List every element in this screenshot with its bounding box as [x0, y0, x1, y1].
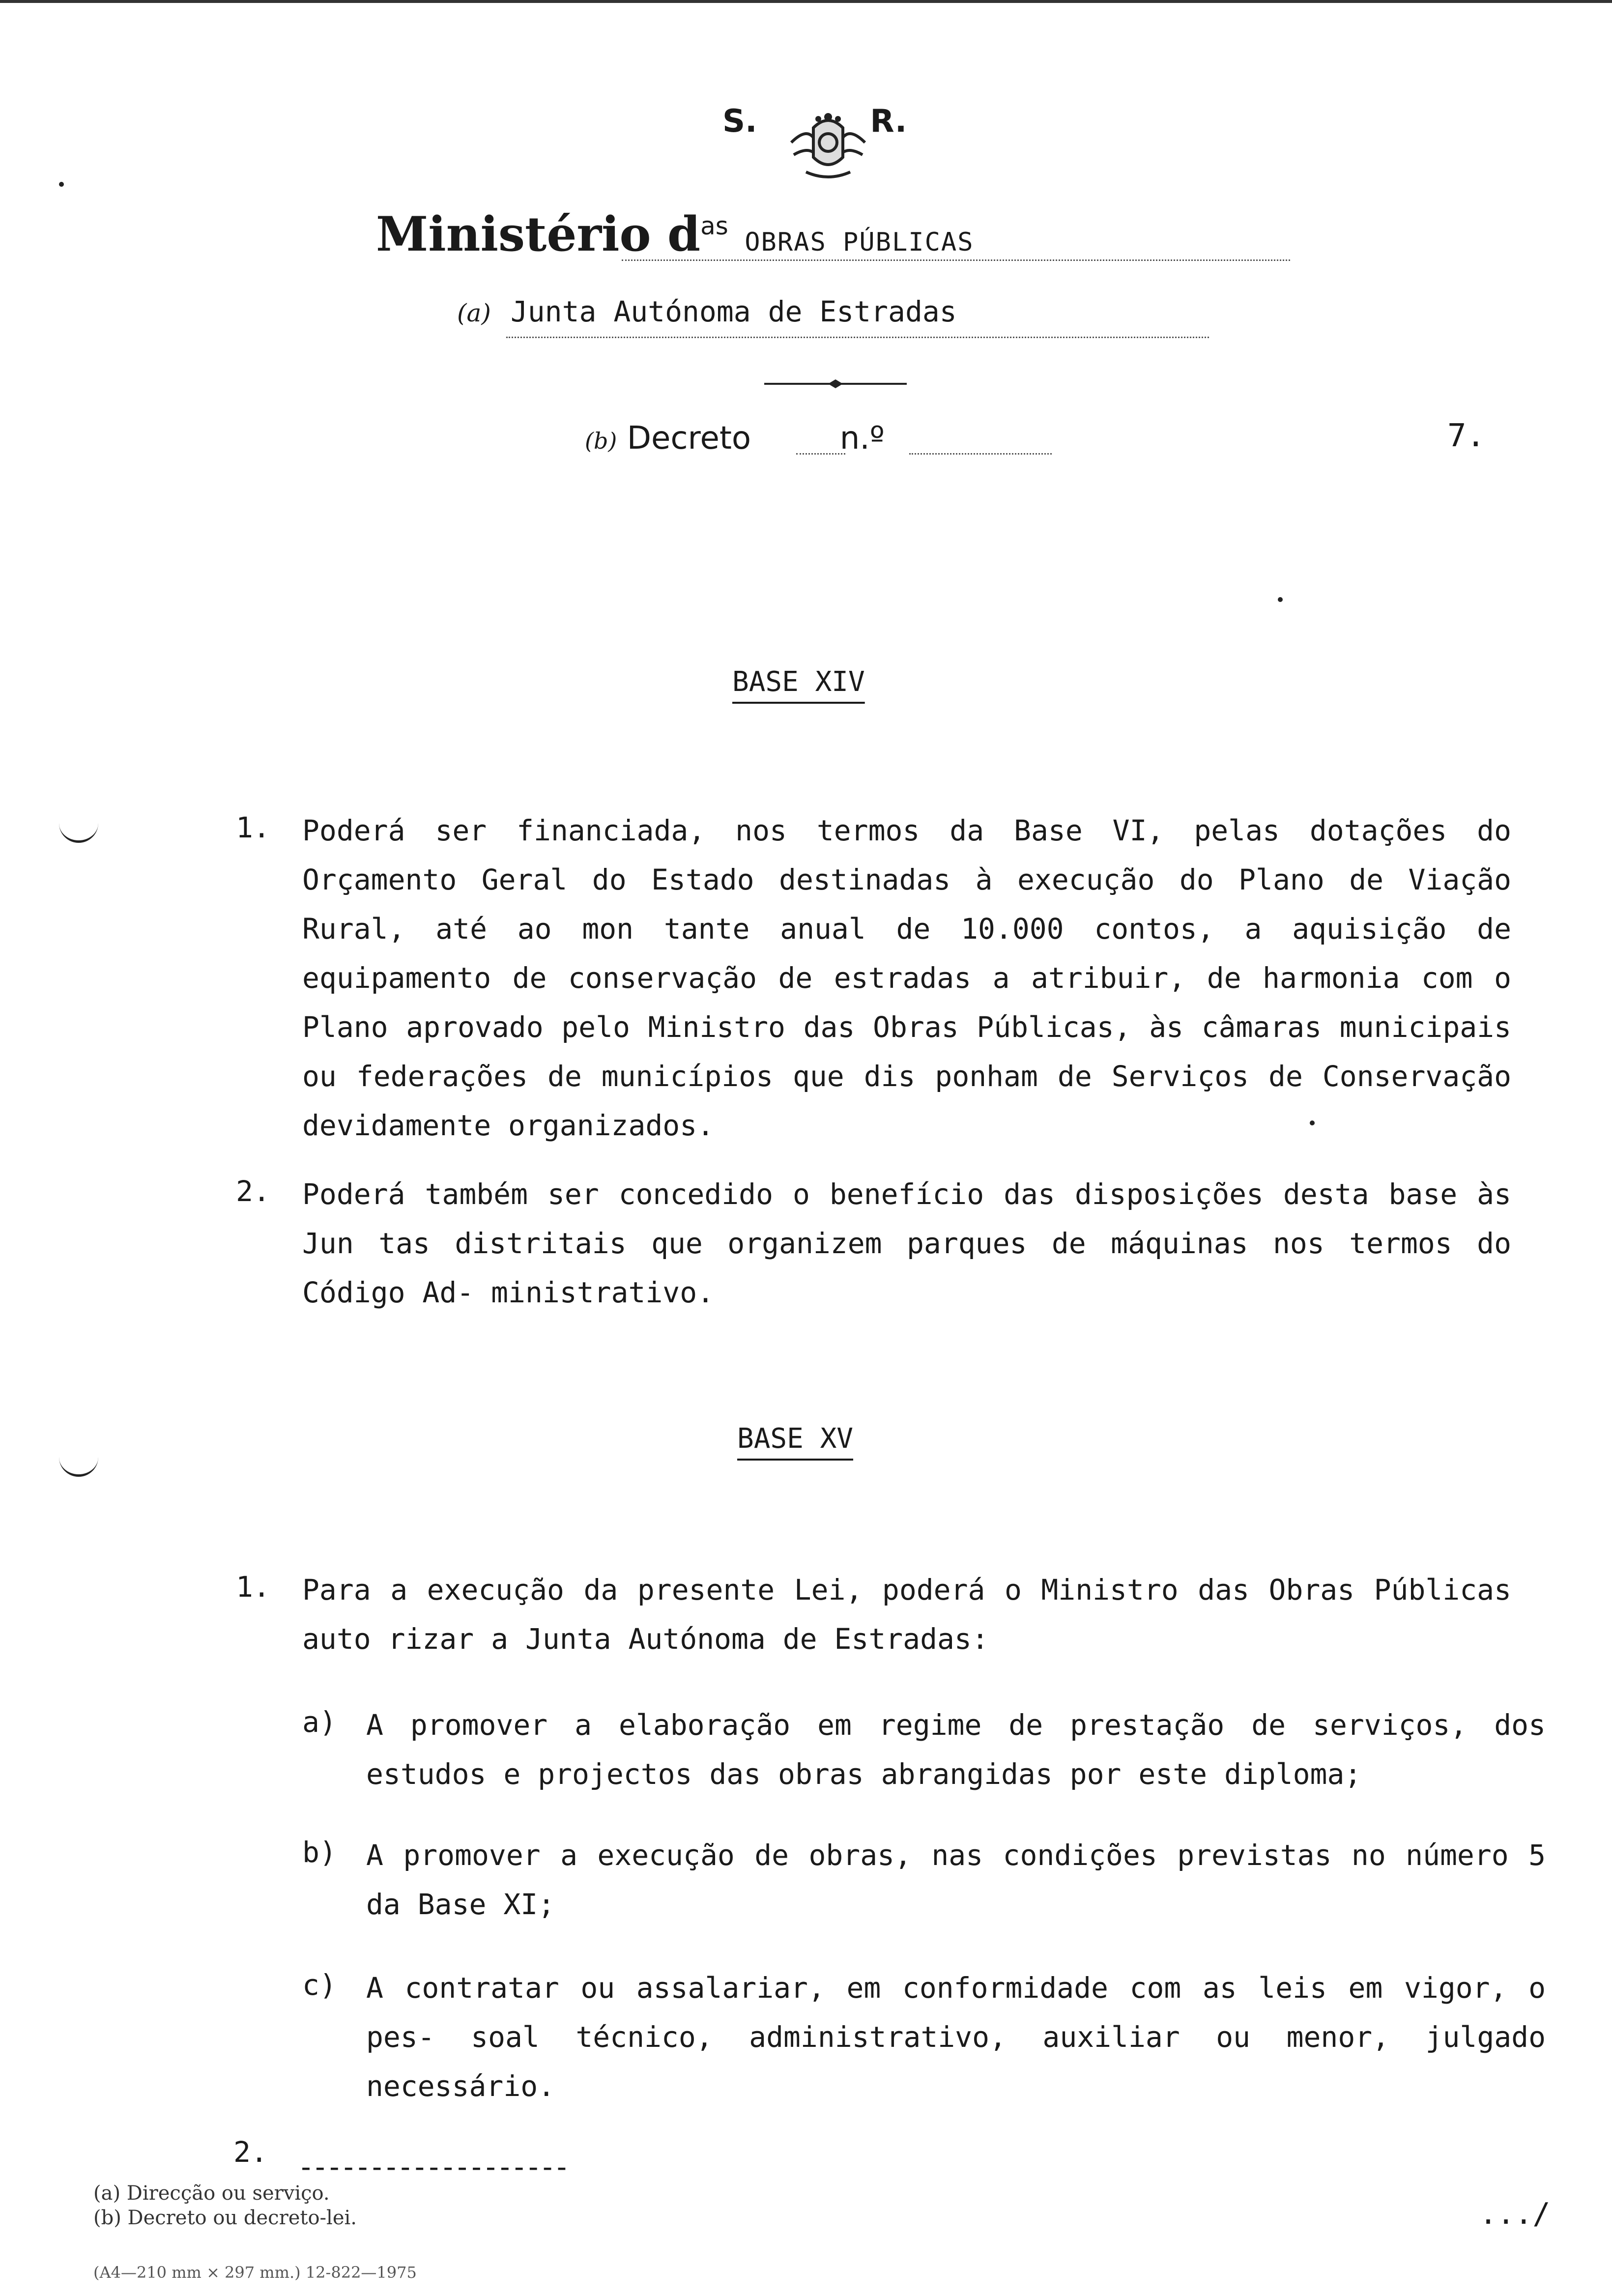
subitem-text: A promover a elaboração em regime de prestação de serviços, dos estudos e projectos das obras abrangidas por este diploma;	[366, 1708, 1546, 1791]
ministry-dotted-line	[622, 259, 1290, 261]
continuation-mark: .../	[1479, 2197, 1551, 2231]
decree-label: Decreto	[627, 420, 751, 457]
subunit-dotted-line	[506, 337, 1209, 338]
r-letter: R.	[870, 103, 907, 140]
print-code: (A4—210 mm × 297 mm.) 12-822—1975	[93, 2263, 417, 2282]
decree-dotted-line	[796, 453, 845, 455]
s-letter: S.	[722, 103, 757, 140]
paragraph: Poderá ser financiada, nos termos da Base VI, pelas dotações do Orçamento Geral do Estado destinadas à execução do Plano de Viação Rural, até ao mon tante anual de 10.000 contos, a aquisição de equipamento de conservação de estradas a atribuir, de harmonia com o Plano aprovado pelo Ministro das Obras Públicas, às câmaras municipais ou federações de municípios que dis ponham de Serviços de Conservação devidamente organizados.	[302, 814, 1511, 1142]
decree-marker: (b)	[585, 428, 617, 454]
subitem-text: A contratar ou assalariar, em conformidade com as leis em vigor, o pes- soal técnico, administrativo, auxiliar ou menor, julgado necessário.	[366, 1971, 1546, 2103]
item-number: 2.	[236, 1175, 270, 1208]
section-heading-base-xv: BASE XV	[737, 1423, 854, 1455]
subunit-name: Junta Autónoma de Estradas	[510, 295, 957, 328]
paragraph: Para a execução da presente Lei, poderá o Ministro das Obras Públicas auto rizar a Junta Autónoma de Estradas:	[302, 1573, 1511, 1656]
divider-ornament-icon	[764, 378, 907, 389]
subitem-letter: a)	[302, 1705, 337, 1739]
margin-mark	[59, 1445, 98, 1477]
omitted-text-dashes: -------------------	[297, 2150, 568, 2183]
footnote-b: (b) Decreto ou decreto-lei.	[93, 2207, 357, 2229]
item-number: 1.	[236, 811, 270, 844]
subunit-line	[457, 295, 957, 328]
margin-mark	[59, 811, 98, 843]
page-speck	[1278, 597, 1283, 602]
paragraph: Poderá também ser concedido o benefício das disposições desta base às Jun tas distritais que organizem parques de máquinas nos termos do Código Ad- ministrativo.	[302, 1177, 1511, 1309]
coat-of-arms-icon	[786, 108, 870, 187]
subitem-letter: c)	[302, 1968, 337, 2002]
page-number: 7.	[1447, 418, 1486, 454]
page-speck	[1310, 1120, 1315, 1125]
decree-number-label: n.º	[839, 420, 885, 457]
ministry-department: OBRAS PÚBLICAS	[745, 228, 974, 257]
section-heading-base-xiv: BASE XIV	[732, 666, 865, 698]
margin-speck	[59, 182, 64, 187]
ministry-prefix: Ministério d	[376, 206, 701, 262]
ministry-title	[376, 206, 974, 262]
item-number: 2.	[233, 2135, 268, 2169]
footnote-a: (a) Direcção ou serviço.	[93, 2182, 330, 2205]
page-top-border	[0, 0, 1612, 3]
subunit-marker: (a)	[457, 299, 491, 327]
subitem-letter: b)	[302, 1836, 337, 1869]
decree-line	[585, 420, 885, 457]
item-number: 1.	[236, 1570, 270, 1604]
subitem-text: A promover a execução de obras, nas condições previstas no número 5 da Base XI;	[366, 1838, 1546, 1921]
decree-number-dotted-line	[909, 453, 1052, 455]
ministry-suffix: as	[700, 212, 728, 240]
